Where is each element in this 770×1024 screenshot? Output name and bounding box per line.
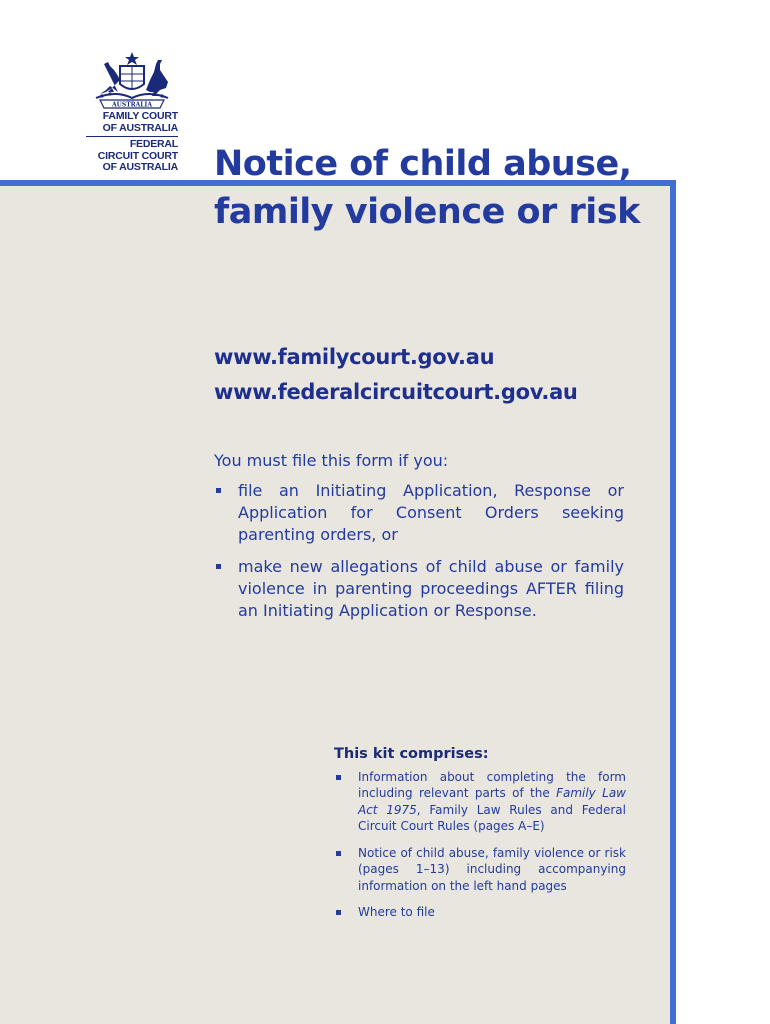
filing-list (214, 480, 624, 622)
family-court-name-2: OF AUSTRALIA (102, 121, 178, 134)
federal-circuit-court-link[interactable]: www.federalcircuitcourt.gov.au (214, 380, 578, 404)
page-title (214, 140, 654, 236)
federal-court-name-2: CIRCUIT COURT (97, 149, 178, 162)
title-line-2: family violence or risk (214, 192, 640, 232)
court-divider (86, 136, 178, 137)
kit-heading: This kit comprises: (334, 746, 489, 762)
list-item (334, 845, 626, 895)
federal-court-name-1: FEDERAL (129, 138, 178, 150)
act-name: Family Law Act 1975 (358, 786, 626, 817)
list-item (334, 769, 626, 835)
list-item (214, 480, 624, 546)
bullet-icon (336, 775, 341, 780)
bullet-icon (216, 564, 221, 569)
list-item (334, 904, 626, 921)
filing-intro: You must file this form if you: (214, 451, 449, 470)
family-court-name-1: FAMILY COURT (102, 110, 178, 122)
family-court-link[interactable]: www.familycourt.gov.au (214, 345, 495, 369)
kit-list (334, 769, 626, 921)
coat-of-arms-icon (86, 50, 178, 112)
kit-contents (334, 746, 626, 931)
list-item-text: file an Initiating Application, Response or Application for Consent Orders seeking parenting orders, or (238, 481, 624, 544)
federal-court-name-3: OF AUSTRALIA (102, 161, 178, 173)
list-item-text: make new allegations of child abuse or family violence in parenting proceedings AFTER filing an Initiating Application or Response. (238, 557, 624, 620)
list-item (214, 556, 624, 622)
court-names (86, 111, 178, 174)
svg-text:AUSTRALIA: AUSTRALIA (111, 101, 153, 109)
frame-line-right (670, 180, 676, 1024)
kit-item-2: Notice of child abuse, family violence or risk (pages 1–13) including accompanying information on the left hand pages (358, 845, 626, 893)
title-line-1: Notice of child abuse, (214, 140, 654, 188)
kit-item-1-pre: Information about completing the form including relevant parts of the (358, 769, 626, 800)
bullet-icon (216, 488, 221, 493)
kit-item-3: Where to file (358, 905, 435, 919)
website-links (214, 340, 654, 410)
bullet-icon (336, 910, 341, 915)
filing-requirements (214, 450, 624, 632)
kit-item-1-post: , Family Law Rules and Federal Circuit Court Rules (pages A–E) (358, 802, 626, 833)
bullet-icon (336, 851, 341, 856)
